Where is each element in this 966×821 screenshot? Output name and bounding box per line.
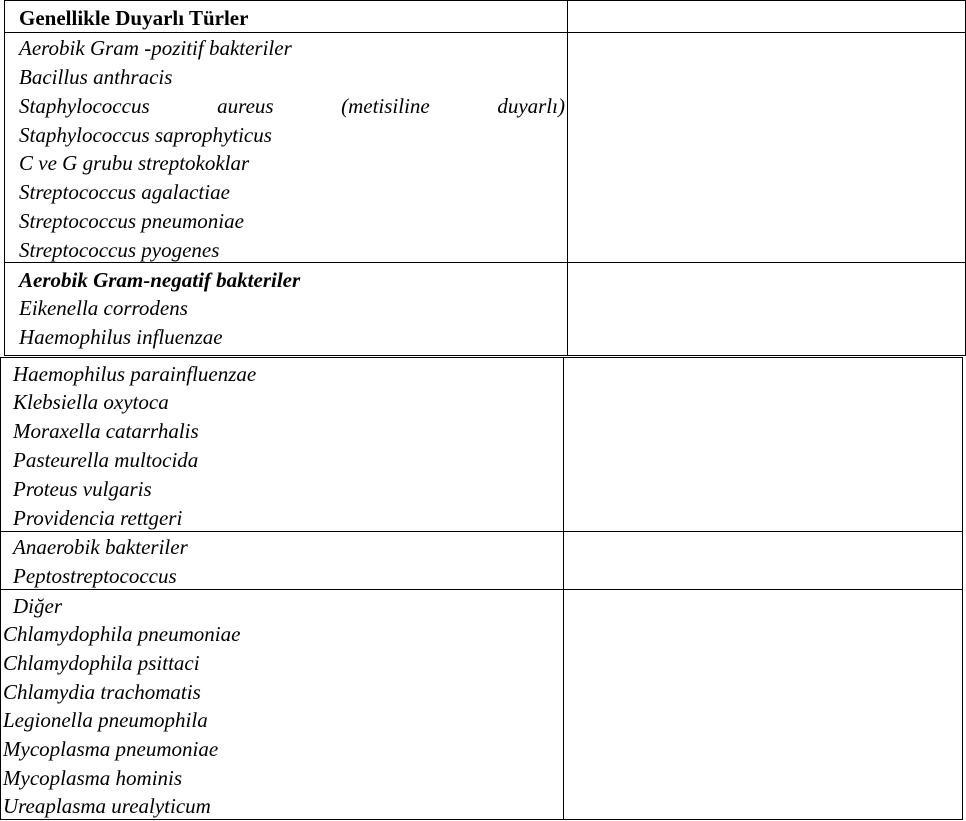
list-item: Haemophilus parainfluenzae bbox=[13, 362, 257, 386]
group-title-anaerobic: Anaerobik bakteriler bbox=[13, 535, 188, 559]
list-item: Peptostreptococcus bbox=[13, 564, 177, 588]
table1-right-column bbox=[567, 1, 965, 355]
group-title-gram-positive: Aerobik Gram -pozitif bakteriler bbox=[19, 36, 292, 60]
list-item: Staphylococcus saprophyticus bbox=[19, 123, 272, 147]
word: aureus bbox=[217, 94, 274, 118]
list-item: Bacillus anthracis bbox=[19, 65, 173, 89]
list-item: Streptococcus pyogenes bbox=[19, 238, 220, 262]
list-item: Chlamydia trachomatis bbox=[3, 680, 201, 704]
list-item: Mycoplasma hominis bbox=[3, 766, 183, 790]
list-item: C ve G grubu streptokoklar bbox=[19, 151, 250, 175]
list-item: Moraxella catarrhalis bbox=[13, 419, 199, 443]
word: Staphylococcus bbox=[19, 94, 150, 118]
list-item: Eikenella corrodens bbox=[19, 296, 188, 320]
list-item: Chlamydophila psittaci bbox=[3, 651, 200, 675]
list-item: Streptococcus agalactiae bbox=[19, 180, 230, 204]
table-header: Genellikle Duyarlı Türler bbox=[19, 6, 249, 30]
list-item: Streptococcus pneumoniae bbox=[19, 209, 244, 233]
list-item: Chlamydophila pneumoniae bbox=[3, 622, 241, 646]
susceptible-species-table-part2 bbox=[0, 357, 963, 820]
list-item: Proteus vulgaris bbox=[13, 477, 152, 501]
list-item-justified bbox=[19, 92, 565, 120]
table1-header-separator bbox=[5, 32, 965, 33]
list-item: Haemophilus influenzae bbox=[19, 325, 223, 349]
group-title-other: Diğer bbox=[13, 594, 62, 618]
word: (metisiline bbox=[341, 94, 430, 118]
susceptible-species-table-part1 bbox=[4, 0, 966, 356]
group-title-gram-negative: Aerobik Gram-negatif bakteriler bbox=[19, 268, 301, 292]
list-item: Ureaplasma urealyticum bbox=[3, 794, 211, 818]
list-item: Legionella pneumophila bbox=[3, 708, 208, 732]
list-item: Mycoplasma pneumoniae bbox=[3, 737, 219, 761]
list-item: Pasteurella multocida bbox=[13, 448, 199, 472]
list-item: Klebsiella oxytoca bbox=[13, 390, 169, 414]
list-item: Providencia rettgeri bbox=[13, 506, 183, 530]
word: duyarlı) bbox=[497, 94, 565, 118]
